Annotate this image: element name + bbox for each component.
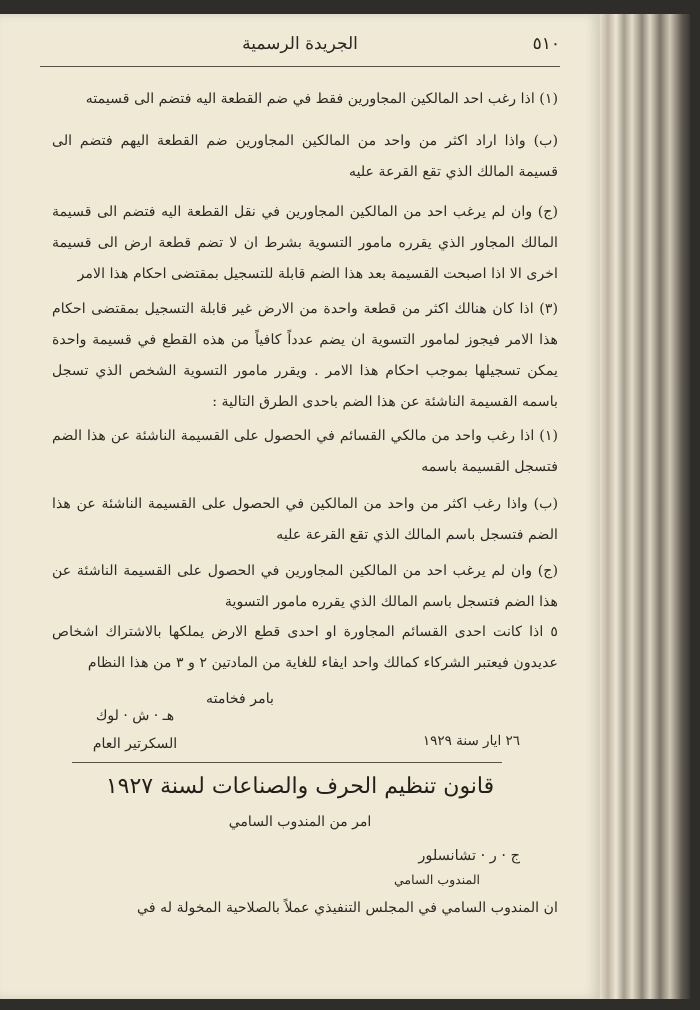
- law-subtitle: امر من المندوب السامي: [228, 814, 372, 830]
- journal-title: الجريدة الرسمية: [242, 34, 358, 54]
- paragraph-text: (٣) اذا كان هنالك اكثر من قطعة واحدة من الارض غير قابلة التسجيل بمقتضى احكام هذا الامر فيجوز لمامور التسوية ان يضم عدداً كافياً من هذه القطع في قسيمة واحدة يمكن تسجيلها بموجب احكام هذا الامر . ويقرر مامور التسوية الشخص الذي تسجل باسمه القسيمة الناشئة عن هذا الضم باحدى الطرق التالية :: [52, 301, 558, 410]
- paragraph-text: (ج) وان لم يرغب احد من المالكين المجاورين في الحصول على القسيمة الناشئة عن هذا الضم فتسجل باسم المالك الذي يقرره مامور التسوية: [52, 563, 558, 610]
- paragraph-text: (ب) واذا رغب اكثر من واحد من المالكين في الحصول على القسيمة الناشئة عن هذا الضم فتسجل باسم المالك الذي تقع القرعة عليه: [52, 496, 558, 543]
- section-rule: [72, 762, 502, 763]
- paragraph-text: (ب) واذا اراد اكثر من واحد من المالكين المجاورين ضم القطعة اليهم فتضم الى قسيمة المالك الذي تقع القرعة عليه: [52, 133, 558, 180]
- paragraph-1c: [52, 197, 558, 290]
- paragraph-3: [52, 294, 558, 418]
- signatory-name: هـ · ش · لوك: [95, 708, 175, 724]
- law-preamble: ان المندوب السامي في المجلس التنفيذي عملاً بالصلاحية المخولة له في: [137, 900, 558, 916]
- signatory-title: السكرتير العام: [92, 736, 178, 752]
- paragraph-text: (١) اذا رغب واحد من مالكي القسائم في الحصول على القسيمة الناشئة عن هذا الضم فتسجل القسيمة باسمه: [52, 428, 558, 475]
- page-number: ٥١٠: [532, 34, 560, 54]
- paragraph-text: (١) اذا رغب احد المالكين المجاورين فقط في ضم القطعة اليه فتضم الى قسيمته: [85, 91, 558, 107]
- paragraph-3a: [52, 421, 558, 483]
- paragraph-text: ٥ اذا كانت احدى القسائم المجاورة او احدى قطع الارض يملكها بالاشتراك اشخاص عديدون فيعتبر الشركاء كمالك واحد ايفاء للغاية من المادتين ٢ و ٣ من هذا النظام: [52, 624, 558, 671]
- high-commissioner-title: المندوب السامي: [394, 872, 480, 887]
- by-order-text: بامر فخامته: [206, 691, 274, 707]
- paragraph-3b: [52, 489, 558, 551]
- document-date: ٢٦ ايار سنة ١٩٢٩: [422, 733, 520, 749]
- law-title: قانون تنظيم الحرف والصناعات لسنة ١٩٢٧: [105, 774, 495, 799]
- paragraph-3c: [52, 556, 558, 618]
- paragraph-5: [52, 617, 558, 679]
- book-page-edges: [590, 14, 690, 999]
- page-header: [40, 34, 560, 60]
- high-commissioner-name: ج · ر · تشانسلور: [418, 848, 520, 864]
- paragraph-text: (ج) وان لم يرغب احد من المالكين المجاورين في نقل القطعة اليه فتضم الى قسيمة المالك المجاور الذي يقرره مامور التسوية بشرط ان لا تضم قطعة ارض الى قسيمة اخرى الا اذا اصبحت القسيمة بعد هذا الضم قابلة للتسجيل بمقتضى احكام هذا الامر: [52, 204, 558, 282]
- header-rule: [40, 66, 560, 67]
- paragraph-1b: [52, 126, 558, 188]
- paragraph-1a: [52, 84, 558, 115]
